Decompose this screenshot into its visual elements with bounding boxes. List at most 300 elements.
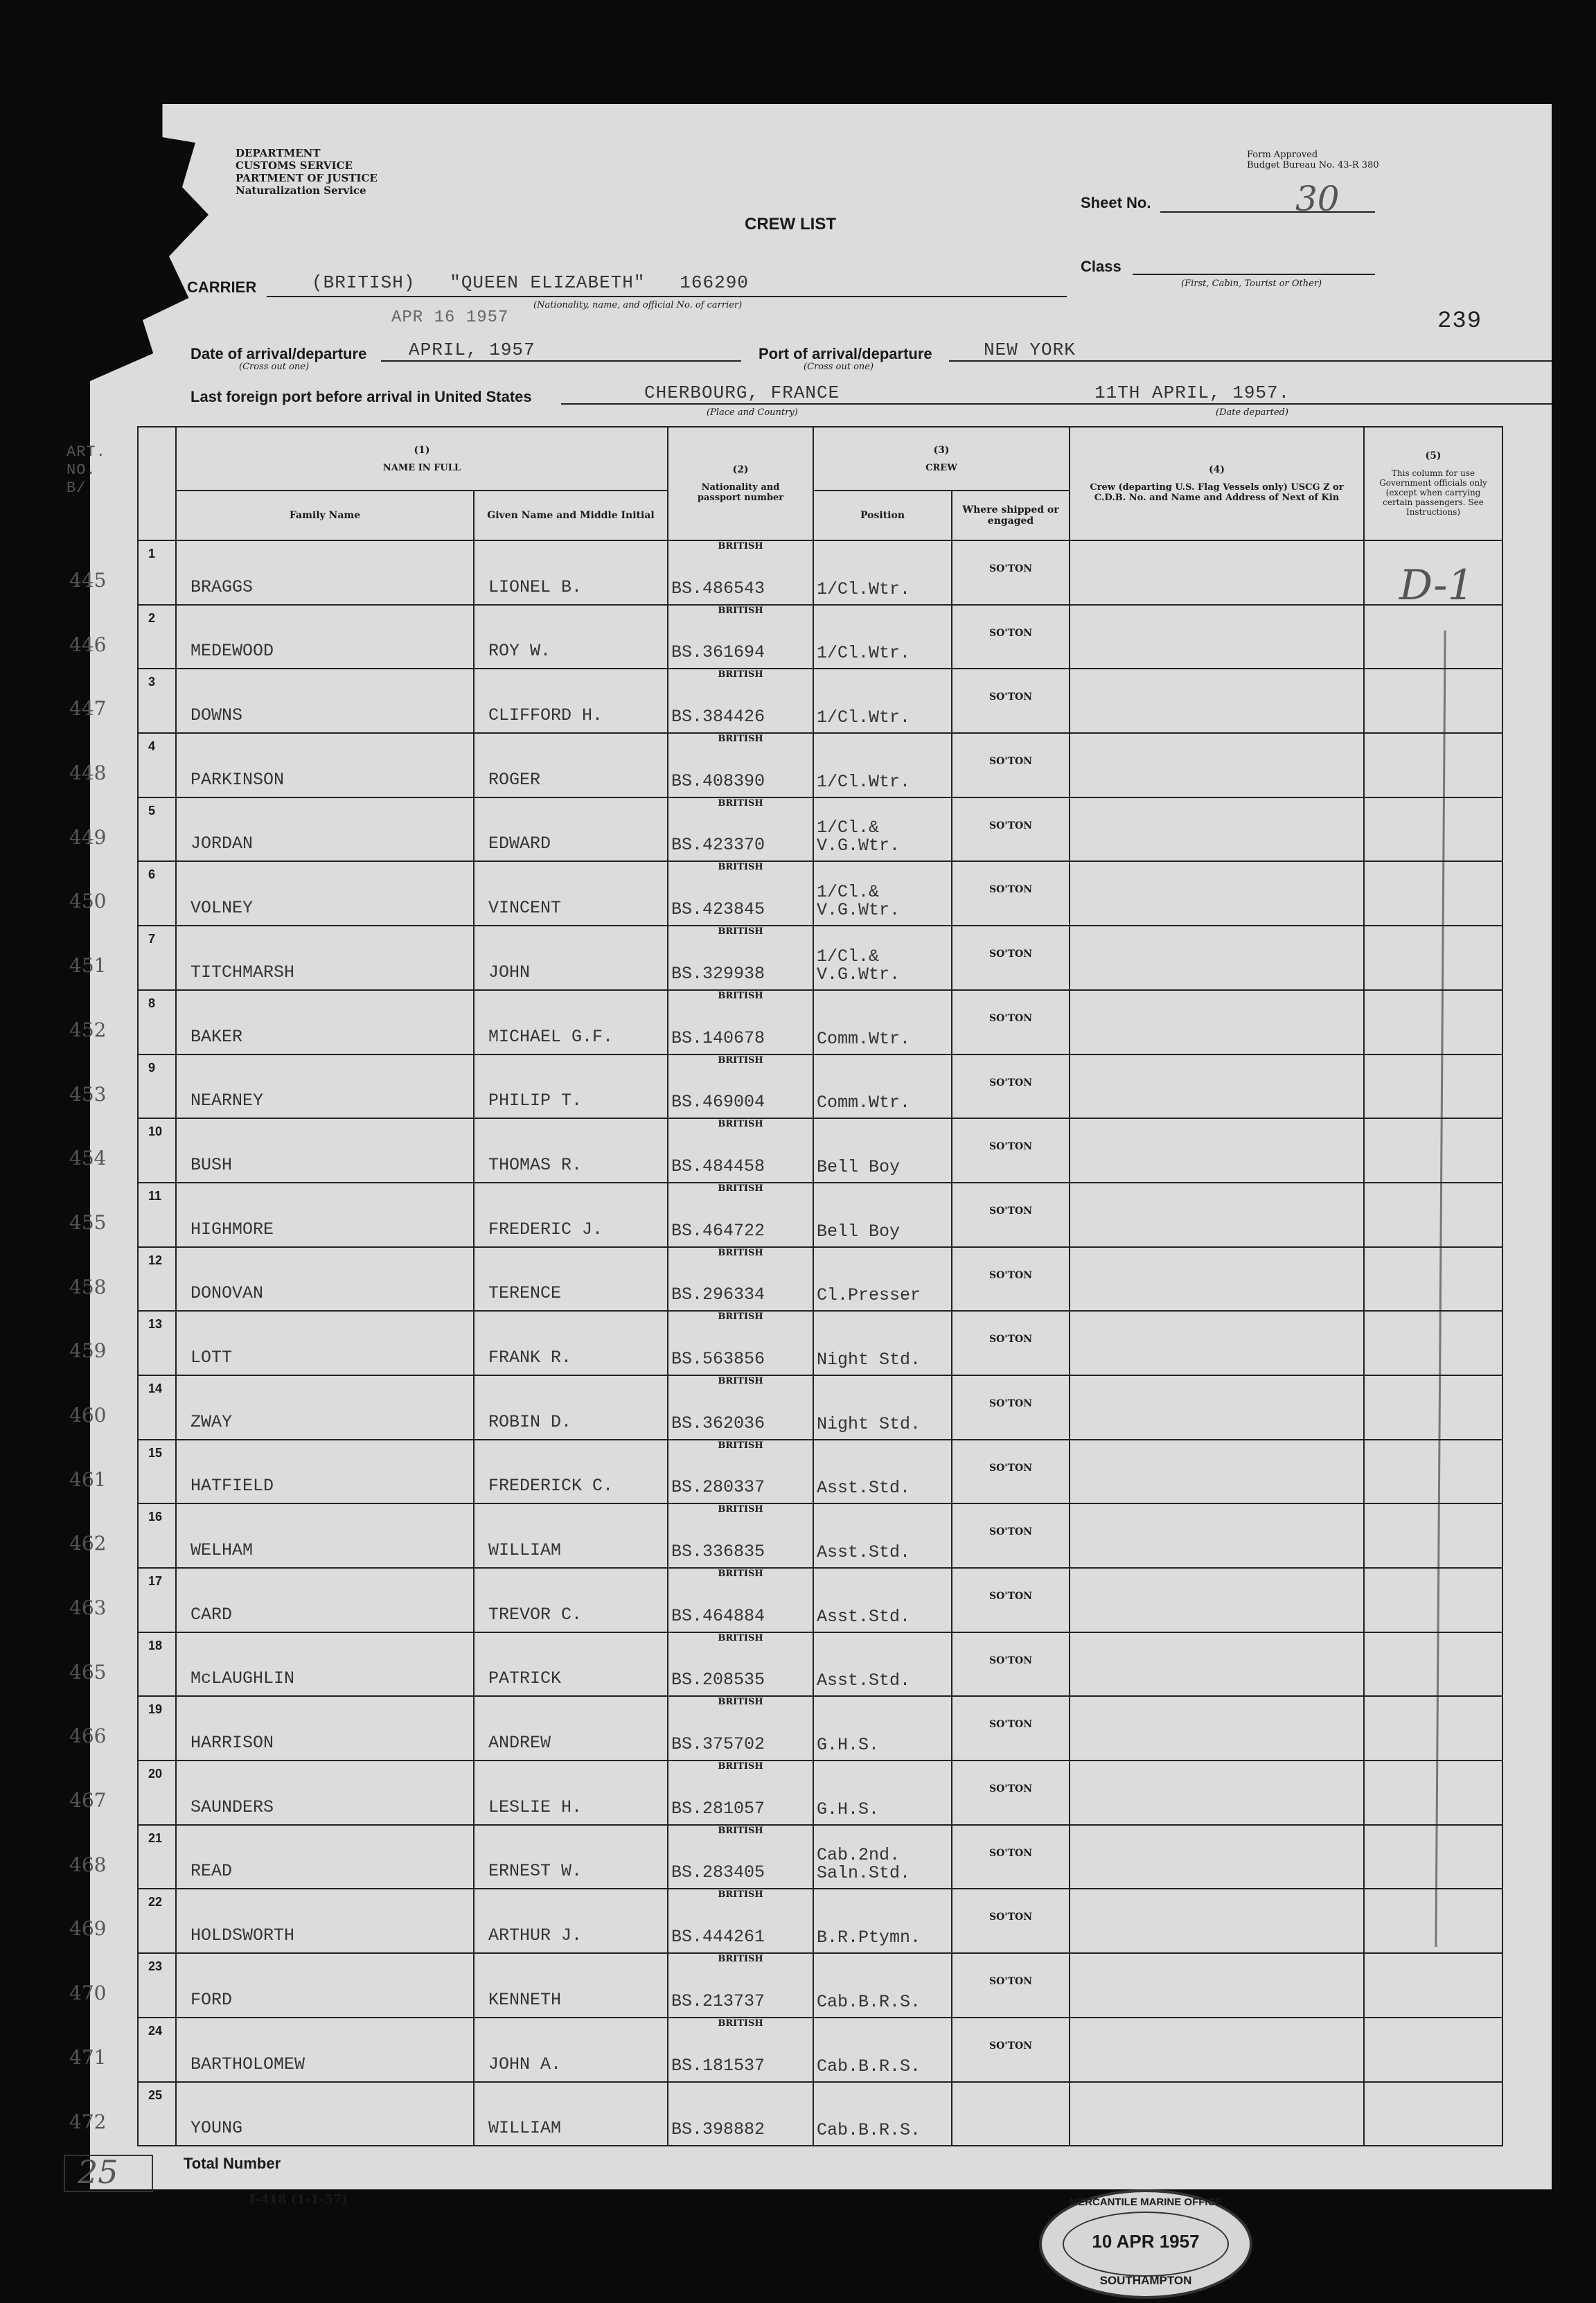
cell-pos [813,990,952,1055]
given-name: ANDREW [488,1733,551,1754]
date-departed-value: 11TH APRIL, 1957. [1094,382,1291,403]
cell-given [474,1440,668,1504]
cell-given [474,1953,668,2018]
given-name: PATRICK [488,1668,562,1689]
passport-number: BS.296334 [671,1285,765,1305]
row-number: 25 [148,2088,163,2102]
cell-official [1364,669,1502,733]
given-name: ARTHUR J. [488,1925,583,1946]
cell-art [69,540,176,605]
name-header [176,427,668,491]
family-name: BUSH [190,1154,233,1175]
family-name: SAUNDERS [190,1797,274,1817]
crew-position: Asst.Std. [817,1670,911,1691]
cell-nat [668,605,813,669]
nationality: BRITISH [718,1183,763,1194]
family-name: CARD [190,1604,233,1625]
cell-art [69,1503,176,1568]
cell-kin [1070,1568,1364,1632]
crew-row [138,1953,1502,2018]
row-number: 18 [148,1638,163,1652]
sheet-line [1160,211,1375,213]
art-number: 451 [69,954,107,978]
given-name: ERNEST W. [488,1861,583,1882]
shipped-at: SO'TON [988,948,1032,960]
crew-row [138,1761,1502,1825]
cell-family [176,1055,474,1119]
art-number: 452 [69,1018,107,1041]
shipped-header: Where shipped or engaged [952,491,1070,540]
cell-kin [1070,2082,1364,2146]
cell-ship [952,861,1070,926]
cell-nat [668,797,813,862]
cell-pos [813,1632,952,1697]
col1-number: (1) [414,444,430,456]
crew-position: Asst.Std. [817,1606,911,1627]
kin-header [1070,427,1364,540]
cell-nat [668,1055,813,1119]
passport-number: BS.384426 [671,707,765,727]
cell-ship [952,1055,1070,1119]
family-name: TITCHMARSH [190,962,295,982]
cell-art [69,1889,176,1953]
cell-nat [668,1696,813,1761]
shipped-at: SO'TON [988,627,1032,639]
stamp-date: 10 APR 1957 [1092,2231,1200,2252]
cell-art [69,2018,176,2082]
cell-family [176,733,474,797]
carrier-hint: (Nationality, name, and official No. of carrier) [533,300,743,310]
passport-number: BS.398882 [671,2119,765,2140]
shipped-at: SO'TON [988,1397,1032,1409]
cell-official [1364,797,1502,862]
cell-official [1364,861,1502,926]
cell-nat [668,1503,813,1568]
crew-row [138,1375,1502,1440]
given-name: KENNETH [488,1989,562,2010]
cell-official [1364,2082,1502,2146]
cell-given [474,1183,668,1247]
shipped-at: SO'TON [988,1976,1032,1988]
crew-row [138,1055,1502,1119]
cell-given [474,1247,668,1312]
passport-number: BS.423370 [671,835,765,856]
cell-official [1364,1118,1502,1183]
agency-line-2: CUSTOMS SERVICE [236,159,353,172]
crew-position: Cab.B.R.S. [817,2120,921,2141]
family-name: MEDEWOOD [190,641,274,662]
nationality: BRITISH [718,2018,763,2029]
shipped-at: SO'TON [988,1012,1032,1024]
cell-art [69,990,176,1055]
cell-official [1364,605,1502,669]
crew-row [138,1118,1502,1183]
cell-ship [952,1247,1070,1312]
family-name: BAKER [190,1026,243,1047]
family-name: DONOVAN [190,1283,264,1304]
cell-art [69,669,176,733]
passport-number: BS.469004 [671,1092,765,1113]
cell-family [176,1311,474,1375]
given-name: JOHN [488,962,531,982]
nationality: BRITISH [718,1697,763,1708]
cell-art [69,1118,176,1183]
crew-row [138,1632,1502,1697]
cell-ship [952,540,1070,605]
class-label: Class [1081,258,1121,275]
cell-kin [1070,797,1364,862]
cell-official [1364,540,1502,605]
cell-art [69,2082,176,2146]
art-number: 466 [69,1724,107,1748]
cell-art [69,797,176,862]
crew-position: Bell Boy [817,1221,901,1242]
date-line [381,360,741,362]
cell-ship [952,926,1070,990]
cell-pos [813,926,952,990]
given-name: JOHN A. [488,2054,562,2074]
cell-ship [952,1889,1070,1953]
nat-header [668,427,813,540]
family-name: HIGHMORE [190,1219,274,1239]
family-name: HOLDSWORTH [190,1925,295,1946]
art-number: 449 [69,825,107,849]
cell-pos [813,1825,952,1889]
cell-kin [1070,669,1364,733]
page-number: 239 [1437,308,1482,335]
crew-position: Cab.2nd. Saln.Std. [817,1845,911,1884]
col4-title: Crew (departing U.S. Flag Vessels only) USCG Z or C.D.B. No. and Name and Address of Next of Kin [1090,482,1344,503]
sheet-label: Sheet No. [1081,194,1151,211]
cell-official [1364,1953,1502,2018]
nationality: BRITISH [718,990,763,1001]
passport-number: BS.281057 [671,1798,765,1819]
cell-official [1364,1375,1502,1440]
passport-number: BS.444261 [671,1927,765,1948]
cell-nat [668,1761,813,1825]
cell-ship [952,1503,1070,1568]
cell-ship [952,1375,1070,1440]
form-code: I-418 (1-1-57) [249,2192,348,2207]
cell-ship [952,669,1070,733]
crew-position: 1/Cl.& V.G.Wtr. [817,882,901,921]
cell-family [176,1889,474,1953]
crew-position: 1/Cl.Wtr. [817,579,911,599]
cell-nat [668,1311,813,1375]
row-number: 8 [148,996,156,1010]
cell-ship [952,1568,1070,1632]
crew-row [138,733,1502,797]
row-number: 11 [148,1188,162,1203]
cell-family [176,1632,474,1697]
shipped-at: SO'TON [988,884,1032,896]
shipped-at: SO'TON [988,1912,1032,1923]
given-name: LIONEL B. [488,576,583,597]
col2-title: Nationality and passport number [697,482,784,503]
crew-position: Night Std. [817,1349,921,1370]
row-number: 10 [148,1124,163,1139]
cell-ship [952,1953,1070,2018]
family-name: JORDAN [190,833,254,854]
agency-line-3: PARTMENT OF JUSTICE [236,172,378,184]
cell-kin [1070,1118,1364,1183]
art-number: 454 [69,1147,107,1170]
given-name: CLIFFORD H. [488,705,603,726]
cell-pos [813,1055,952,1119]
cell-family [176,1503,474,1568]
cell-official [1364,2018,1502,2082]
cell-given [474,1118,668,1183]
nationality: BRITISH [718,1440,763,1451]
cell-pos [813,861,952,926]
crew-position: 1/Cl.& V.G.Wtr. [817,946,901,985]
given-name: PHILIP T. [488,1091,583,1111]
passport-number: BS.213737 [671,1991,765,2011]
shipped-at: SO'TON [988,1526,1032,1538]
cell-ship [952,1118,1070,1183]
shipped-at: SO'TON [988,1205,1032,1217]
crew-row [138,926,1502,990]
row-number: 5 [148,803,156,818]
cell-nat [668,733,813,797]
date-value: APRIL, 1957 [409,339,535,360]
cell-official [1364,1247,1502,1312]
crew-row [138,605,1502,669]
cell-art [69,1311,176,1375]
given-name: MICHAEL G.F. [488,1026,614,1047]
nationality: BRITISH [718,797,763,809]
shipped-at: SO'TON [988,1334,1032,1345]
cell-given [474,1503,668,1568]
row-number: 6 [148,867,156,882]
crew-position: Night Std. [817,1413,921,1434]
crew-position: Cl.Presser [817,1285,921,1306]
given-name: FRANK R. [488,1347,572,1368]
cell-ship [952,1761,1070,1825]
given-name-header: Given Name and Middle Initial [474,491,668,540]
cell-given [474,1632,668,1697]
cell-ship [952,1696,1070,1761]
family-name: LOTT [190,1347,233,1368]
shipped-at: SO'TON [988,1783,1032,1795]
cell-kin [1070,733,1364,797]
cell-family [176,540,474,605]
row-number: 12 [148,1253,163,1267]
shipped-at: SO'TON [988,756,1032,768]
art-no-label: ART. NO. B/ [66,443,106,497]
shipped-at: SO'TON [988,1591,1032,1602]
nationality: BRITISH [718,1375,763,1386]
cell-pos [813,1761,952,1825]
cell-family [176,1183,474,1247]
shipped-at: SO'TON [988,2040,1032,2051]
shipped-at: SO'TON [988,1719,1032,1731]
cell-pos [813,1311,952,1375]
cell-pos [813,1953,952,2018]
row-number: 1 [148,547,156,561]
crew-position: 1/Cl.Wtr. [817,707,911,728]
art-number: 472 [69,2110,107,2133]
cell-kin [1070,1761,1364,1825]
cell-kin [1070,1247,1364,1312]
art-number: 469 [69,1917,107,1941]
given-name: FREDERIC J. [488,1219,603,1239]
family-name: WELHAM [190,1540,254,1560]
total-value: 25 [78,2153,118,2191]
cell-pos [813,1375,952,1440]
cell-nat [668,1375,813,1440]
cell-pos [813,1440,952,1504]
crew-row [138,990,1502,1055]
cell-given [474,1375,668,1440]
port-line [949,360,1552,362]
cell-art [69,1632,176,1697]
crew-row [138,1889,1502,1953]
crew-row [138,797,1502,862]
cell-given [474,733,668,797]
cell-pos [813,797,952,862]
cell-given [474,1055,668,1119]
cell-family [176,1375,474,1440]
shipped-at: SO'TON [988,563,1032,574]
cell-art [69,1183,176,1247]
crew-row [138,1696,1502,1761]
cell-art [69,861,176,926]
cell-ship [952,1440,1070,1504]
torn-corner [90,104,222,381]
cell-nat [668,540,813,605]
art-number: 471 [69,2045,107,2069]
cell-kin [1070,605,1364,669]
nationality: BRITISH [718,1504,763,1515]
cell-art [69,605,176,669]
nationality: BRITISH [718,541,763,552]
col2-number: (2) [732,464,749,475]
given-name: VINCENT [488,898,562,919]
position-header: Position [813,491,952,540]
nationality: BRITISH [718,1761,763,1772]
class-line [1133,274,1375,275]
cell-pos [813,733,952,797]
cell-family [176,605,474,669]
cell-kin [1070,1311,1364,1375]
cell-pos [813,1889,952,1953]
row-number: 19 [148,1702,163,1717]
crew-position: Cab.B.R.S. [817,1991,921,2012]
crew-header [813,427,1070,491]
cell-kin [1070,1825,1364,1889]
form-approved-block [1247,150,1379,170]
cell-family [176,1825,474,1889]
cell-ship [952,797,1070,862]
office-stamp [1039,2189,1252,2299]
crew-row [138,1247,1502,1312]
passport-number: BS.408390 [671,770,765,791]
stamp-bottom-text: SOUTHAMPTON [1099,2274,1192,2287]
crew-row [138,1440,1502,1504]
cell-given [474,1889,668,1953]
nationality: BRITISH [718,1889,763,1900]
cell-given [474,2082,668,2146]
cell-official [1364,926,1502,990]
cell-art [69,1055,176,1119]
cell-kin [1070,2018,1364,2082]
art-number: 467 [69,1789,107,1812]
art-number: 447 [69,697,107,721]
passport-number: BS.181537 [671,2055,765,2076]
agency-line-4: Naturalization Service [236,184,366,197]
cell-family [176,861,474,926]
cell-given [474,861,668,926]
cell-art [69,1375,176,1440]
shipped-at: SO'TON [988,1141,1032,1153]
cell-nat [668,669,813,733]
passport-number: BS.484458 [671,1156,765,1176]
cell-family [176,669,474,733]
cell-given [474,605,668,669]
cell-pos [813,1696,952,1761]
crew-row [138,1183,1502,1247]
crew-row [138,540,1502,605]
cell-kin [1070,861,1364,926]
art-number: 461 [69,1467,107,1491]
art-number: 465 [69,1660,107,1684]
cell-official [1364,1889,1502,1953]
cell-kin [1070,926,1364,990]
col5-mark: D-1 [1399,561,1474,610]
agency-line-1: DEPARTMENT [236,147,321,159]
cell-given [474,1696,668,1761]
class-hint: (First, Cabin, Tourist or Other) [1181,279,1322,289]
family-name: FORD [190,1989,233,2010]
cell-family [176,1247,474,1312]
cell-kin [1070,1440,1364,1504]
nationality: BRITISH [718,1247,763,1258]
shipped-at: SO'TON [988,691,1032,703]
cell-family [176,926,474,990]
cell-family [176,1761,474,1825]
row-number: 9 [148,1060,156,1075]
col3-number: (3) [933,444,950,456]
nationality: BRITISH [718,926,763,937]
given-name: FREDERICK C. [488,1476,614,1497]
cell-nat [668,1247,813,1312]
cell-given [474,1825,668,1889]
stamp-top-text: MERCANTILE MARINE OFFICE [1069,2196,1223,2208]
family-name: DOWNS [190,705,243,726]
cell-family [176,1696,474,1761]
last-port-hint: (Place and Country) [707,407,798,418]
cell-kin [1070,1889,1364,1953]
art-number: 460 [69,1403,107,1427]
art-number: 446 [69,633,107,656]
passport-number: BS.329938 [671,963,765,984]
crew-position: Asst.Std. [817,1478,911,1499]
art-number: 463 [69,1596,107,1619]
family-name: BRAGGS [190,576,254,597]
cell-given [474,2018,668,2082]
budget-bureau: Budget Bureau No. 43-R 380 [1247,160,1379,170]
crew-row [138,861,1502,926]
cell-official [1364,1825,1502,1889]
cell-family [176,2018,474,2082]
family-name: PARKINSON [190,769,285,790]
cell-art [69,733,176,797]
crew-position: Comm.Wtr. [817,1028,911,1049]
art-number: 459 [69,1339,107,1363]
last-port-line [561,403,1552,405]
crew-position: Comm.Wtr. [817,1093,911,1113]
